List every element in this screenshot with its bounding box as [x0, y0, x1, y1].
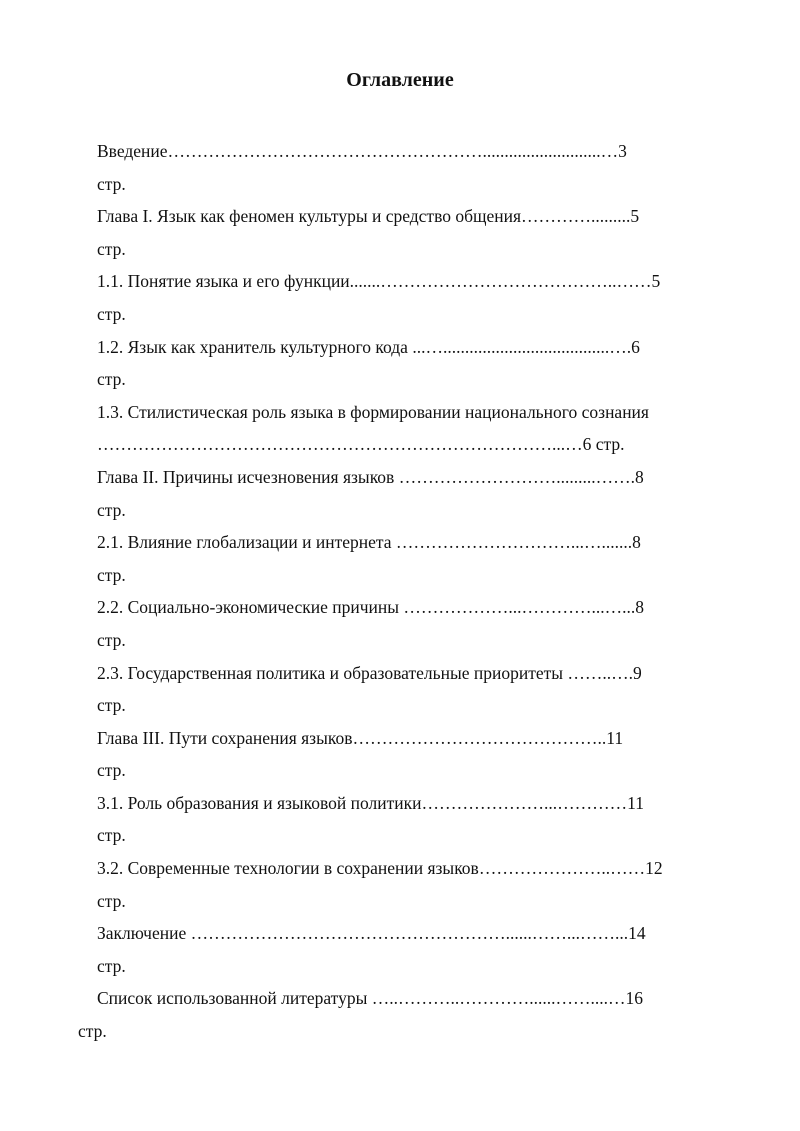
toc-line: стр.	[97, 760, 126, 781]
toc-line: стр.	[97, 173, 126, 194]
toc-line: Заключение ………………………………………………......……...……...14	[97, 923, 646, 944]
toc-line: стр.	[97, 629, 126, 650]
toc-line: Введение………………………………………………...........................…3	[97, 141, 627, 161]
toc-line: Глава III. Пути сохранения языков……………………………………..11	[97, 727, 624, 748]
toc-line: стр.	[97, 890, 126, 911]
toc-line: Список использованной литературы …..………..…………......……....…16	[97, 988, 643, 1009]
toc-line: 1.2. Язык как хранитель культурного кода ...…......................................….6	[97, 336, 640, 357]
toc-line: 1.3. Стилистическая роль языка в формировании национального сознания	[97, 401, 649, 422]
table-of-contents	[78, 135, 697, 1048]
toc-line: стр.	[97, 825, 126, 846]
toc-line: стр.	[97, 369, 126, 390]
toc-line: стр.	[97, 303, 126, 324]
toc-line: стр.	[97, 955, 126, 976]
toc-line: ……………………………………………………………………...…6 стр.	[97, 434, 625, 455]
toc-line: 2.3. Государственная политика и образовательные приоритеты ……..….9	[97, 662, 642, 683]
toc-line: стр.	[97, 499, 126, 520]
toc-line: Глава I. Язык как феномен культуры и средство общения………….........5	[97, 206, 640, 227]
toc-line: стр.	[97, 695, 126, 716]
toc-line: 2.2. Социально-экономические причины ………………...…………...…...8	[97, 597, 645, 618]
toc-line: 1.1. Понятие языка и его функции.......…………………………………..……5	[97, 271, 661, 292]
toc-line: 3.2. Современные технологии в сохранении языков…………………..……12	[97, 858, 663, 879]
toc-line: стр.	[97, 238, 126, 259]
toc-line: Глава II. Причины исчезновения языков ……………………….........…….8	[97, 466, 644, 487]
toc-line: стр.	[97, 564, 126, 585]
page-title: Оглавление	[346, 69, 454, 91]
toc-line: 2.1. Влияние глобализации и интернета …………………………...….......8	[97, 532, 641, 553]
toc-line: стр.	[78, 1021, 107, 1042]
toc-line: 3.1. Роль образования и языковой политики…………………...…………11	[97, 792, 645, 813]
